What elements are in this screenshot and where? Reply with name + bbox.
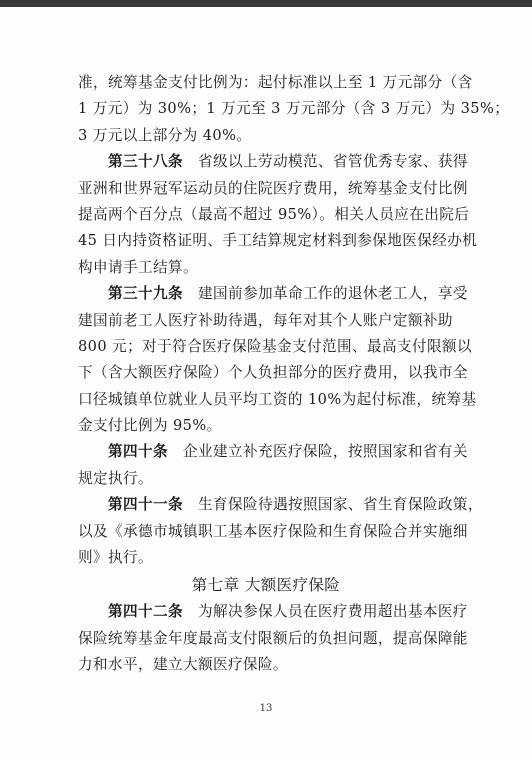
article-label: 第四十二条 xyxy=(108,603,183,621)
text-line: 1 万元）为 30%；1 万元至 3 万元部分（含 3 万元）为 35%； xyxy=(78,100,510,118)
article-first-line xyxy=(78,439,468,465)
text-line: 亚洲和世界冠军运动员的住院医疗费用，统筹基金支付比例 xyxy=(78,179,468,197)
article-text: 省级以上劳动模范、省管优秀专家、获得 xyxy=(197,153,468,171)
text-line: 保险统筹基金年度最高支付限额后的负担问题，提高保障能 xyxy=(78,629,468,647)
article-39 xyxy=(78,281,477,439)
text-line: 构申请手工结算。 xyxy=(78,258,198,276)
text-line: 45 日内持资格证明、手工结算规定材料到参保地医保经办机 xyxy=(78,232,478,250)
article-first-line xyxy=(78,599,468,625)
article-label: 第四十条 xyxy=(108,443,168,461)
top-edge-bar xyxy=(0,0,532,7)
text-line: 则》执行。 xyxy=(78,549,153,567)
article-label: 第三十九条 xyxy=(108,285,183,303)
article-text: 建国前参加革命工作的退休老工人，享受 xyxy=(197,285,468,303)
article-42 xyxy=(78,599,468,678)
article-label: 第三十八条 xyxy=(108,153,183,171)
text-line: 800 元；对于符合医疗保险基金支付范围、最高支付限额以 xyxy=(78,337,472,355)
article-first-line xyxy=(78,149,468,175)
text-line: 以及《承德市城镇职工基本医疗保险和生育保险合并实施细 xyxy=(78,522,468,540)
article-38 xyxy=(78,149,478,281)
text-line: 提高两个百分点（最高不超过 95%）。相关人员应在出院后 xyxy=(78,205,470,223)
article-text: 为解决参保人员在医疗费用超出基本医疗 xyxy=(197,603,468,621)
article-40 xyxy=(78,439,468,492)
article-label: 第四十一条 xyxy=(108,496,183,514)
article-text: 生育保险待遇按照国家、省生育保险政策， xyxy=(197,496,483,514)
article-text: 企业建立补充医疗保险，按照国家和省有关 xyxy=(182,443,468,461)
text-line: 力和水平，建立大额医疗保险。 xyxy=(78,656,288,674)
text-line: 建国前老工人医疗补助待遇，每年对其个人账户定额补助 xyxy=(78,311,453,329)
text-line: 规定执行。 xyxy=(78,469,153,487)
article-first-line xyxy=(78,281,468,307)
article-41 xyxy=(78,492,483,571)
text-line: 金支付比例为 95%。 xyxy=(78,417,222,435)
page-body xyxy=(78,70,510,679)
text-line: 下（含大额医疗保险）个人负担部分的医疗费用，以我市全 xyxy=(78,364,468,382)
text-line: 口径城镇单位就业人员平均工资的 10%为起付标准，统筹基 xyxy=(78,390,477,408)
text-line: 3 万元以上部分为 40%。 xyxy=(78,126,252,144)
page-number: 13 xyxy=(259,703,273,714)
chapter-heading: 第七章 大额医疗保险 xyxy=(191,576,341,595)
text-line: 准，统筹基金支付比例为：起付标准以上至 1 万元部分（含 xyxy=(78,74,473,91)
article-first-line xyxy=(78,492,483,518)
